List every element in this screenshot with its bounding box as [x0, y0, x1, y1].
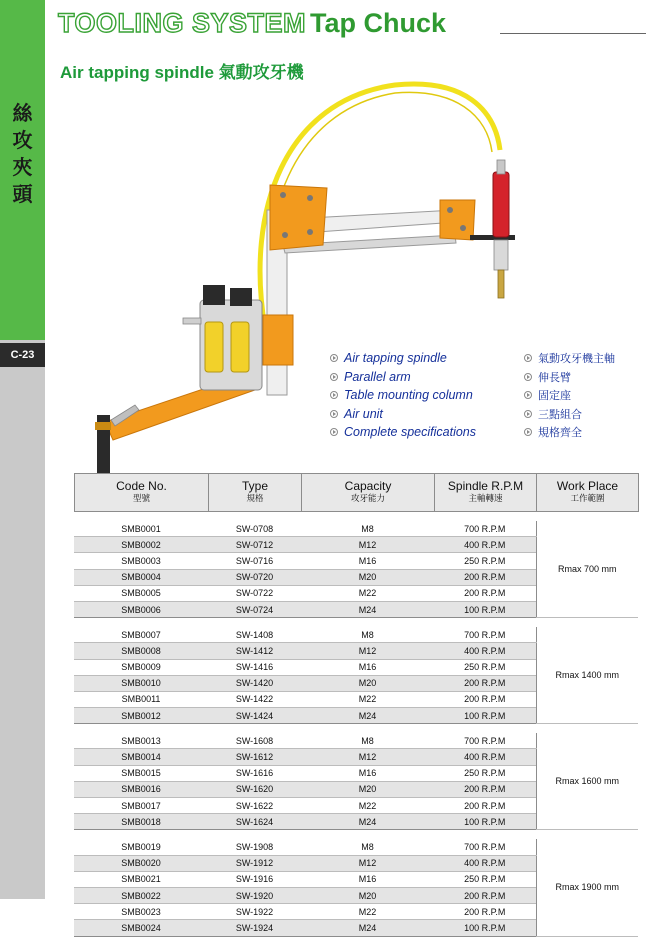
header-solid-title: Tap Chuck: [310, 8, 447, 38]
bullet-icon: [330, 428, 338, 436]
header-label-zh: 主軸轉速: [468, 493, 503, 504]
side-title: 絲攻夾頭: [12, 101, 33, 206]
page-code: C-23: [0, 343, 45, 367]
cell-rpm: 250 R.P.M: [434, 765, 536, 781]
bullet-icon: [524, 391, 532, 399]
cell-capacity: M22: [301, 904, 434, 920]
bullet-icon: [330, 373, 338, 381]
cell-code: SMB0001: [74, 521, 208, 537]
cell-code: SMB0014: [74, 749, 208, 765]
cell-code: SMB0017: [74, 798, 208, 814]
cell-capacity: M20: [301, 781, 434, 797]
feature-label: 固定座: [538, 389, 571, 403]
cell-rpm: 100 R.P.M: [434, 601, 536, 617]
header-label: Work Place: [556, 478, 619, 493]
feature-item: [524, 423, 615, 442]
cell-rpm: 400 R.P.M: [434, 537, 536, 553]
tapping-spindle: [493, 172, 509, 237]
cell-type: SW-1624: [208, 814, 301, 830]
header-work-place: [537, 474, 639, 512]
cell-code: SMB0023: [74, 904, 208, 920]
cell-type: SW-1422: [208, 691, 301, 707]
header-label-zh: 規格: [246, 493, 264, 504]
feature-item: [524, 368, 615, 387]
cell-capacity: M12: [301, 749, 434, 765]
feature-list-en: [330, 349, 476, 442]
cell-code: SMB0007: [74, 627, 208, 643]
cell-type: SW-1608: [208, 733, 301, 749]
cell-capacity: M8: [301, 733, 434, 749]
cell-rpm: 700 R.P.M: [434, 733, 536, 749]
cell-code: SMB0019: [74, 839, 208, 855]
feature-item: [524, 349, 615, 368]
feature-label: Air tapping spindle: [344, 351, 447, 366]
cell-code: SMB0002: [74, 537, 208, 553]
cell-code: SMB0021: [74, 871, 208, 887]
cell-rpm: 100 R.P.M: [434, 814, 536, 830]
cell-code: SMB0011: [74, 691, 208, 707]
cell-rpm: 200 R.P.M: [434, 798, 536, 814]
feature-label: 伸長臂: [538, 370, 571, 384]
page-header: [58, 8, 446, 39]
header-type: [209, 474, 302, 512]
header-label-zh: 型號: [132, 493, 150, 504]
cell-type: SW-0708: [208, 521, 301, 537]
cell-type: SW-0712: [208, 537, 301, 553]
table-row: [74, 521, 638, 537]
bullet-icon: [330, 354, 338, 362]
header-label-zh: 攻牙能力: [350, 493, 385, 504]
cell-capacity: M20: [301, 569, 434, 585]
bullet-icon: [524, 354, 532, 362]
cell-capacity: M16: [301, 553, 434, 569]
cell-rpm: 100 R.P.M: [434, 920, 536, 936]
cell-capacity: M22: [301, 798, 434, 814]
cell-code: SMB0004: [74, 569, 208, 585]
header-rpm: [435, 474, 537, 512]
cell-code: SMB0005: [74, 585, 208, 601]
cell-code: SMB0024: [74, 920, 208, 936]
cell-type: SW-1620: [208, 781, 301, 797]
cell-type: SW-1622: [208, 798, 301, 814]
feature-item: [524, 386, 615, 405]
cell-type: SW-1908: [208, 839, 301, 855]
cell-work-place: Rmax 1600 mm: [536, 733, 638, 830]
cell-code: SMB0009: [74, 659, 208, 675]
cell-rpm: 400 R.P.M: [434, 749, 536, 765]
feature-item: [330, 349, 476, 368]
cell-code: SMB0016: [74, 781, 208, 797]
cell-type: SW-1922: [208, 904, 301, 920]
cell-work-place: Rmax 1900 mm: [536, 839, 638, 936]
cell-type: SW-1912: [208, 855, 301, 871]
spec-group: [74, 627, 638, 724]
cell-rpm: 700 R.P.M: [434, 839, 536, 855]
feature-item: [330, 368, 476, 387]
base-block: [263, 315, 293, 365]
cell-type: SW-1420: [208, 675, 301, 691]
cell-type: SW-0722: [208, 585, 301, 601]
feature-label: 三點組合: [538, 407, 582, 421]
cell-rpm: 200 R.P.M: [434, 675, 536, 691]
joint-block-left: [270, 185, 327, 250]
bullet-icon: [330, 391, 338, 399]
cell-capacity: M16: [301, 765, 434, 781]
page-subtitle: Air tapping spindle 氣動攻牙機: [60, 63, 304, 82]
spec-group: [74, 733, 638, 830]
cell-type: SW-0716: [208, 553, 301, 569]
cell-capacity: M20: [301, 675, 434, 691]
header-label-zh: 工作範圍: [570, 493, 605, 504]
cell-code: SMB0022: [74, 887, 208, 903]
cell-rpm: 200 R.P.M: [434, 887, 536, 903]
spec-table: [74, 473, 638, 937]
header-capacity: [302, 474, 435, 512]
table-row: [74, 839, 638, 855]
feature-list-zh: [524, 349, 615, 442]
cell-rpm: 250 R.P.M: [434, 659, 536, 675]
cell-capacity: M8: [301, 521, 434, 537]
spec-group: [74, 839, 638, 936]
header-label: Code No.: [116, 478, 167, 493]
feature-label: Air unit: [344, 406, 383, 421]
cell-rpm: 200 R.P.M: [434, 904, 536, 920]
header-rule: [500, 33, 646, 34]
cell-capacity: M24: [301, 814, 434, 830]
cell-capacity: M24: [301, 708, 434, 724]
feature-item: [524, 405, 615, 424]
cell-rpm: 200 R.P.M: [434, 781, 536, 797]
cell-capacity: M16: [301, 871, 434, 887]
cell-type: SW-1424: [208, 708, 301, 724]
header-outline-title: TOOLING SYSTEM: [58, 8, 307, 38]
feature-item: [330, 405, 476, 424]
spec-table-groups: [74, 521, 638, 937]
cell-type: SW-1916: [208, 871, 301, 887]
cell-work-place: Rmax 1400 mm: [536, 627, 638, 724]
header-code: [75, 474, 209, 512]
feature-item: [330, 386, 476, 405]
cell-rpm: 250 R.P.M: [434, 871, 536, 887]
cell-code: SMB0006: [74, 601, 208, 617]
cell-capacity: M20: [301, 887, 434, 903]
bullet-icon: [524, 410, 532, 418]
table-row: [74, 627, 638, 643]
cell-type: SW-1412: [208, 643, 301, 659]
bullet-icon: [524, 373, 532, 381]
cell-type: SW-1408: [208, 627, 301, 643]
spec-group: [74, 521, 638, 618]
header-label: Spindle R.P.M: [447, 478, 524, 493]
cell-rpm: 250 R.P.M: [434, 553, 536, 569]
cell-code: SMB0015: [74, 765, 208, 781]
cell-type: SW-0724: [208, 601, 301, 617]
feature-label: Table mounting column: [344, 388, 473, 403]
bullet-icon: [524, 428, 532, 436]
cell-type: SW-1924: [208, 920, 301, 936]
cell-capacity: M24: [301, 920, 434, 936]
cell-code: SMB0020: [74, 855, 208, 871]
cell-code: SMB0012: [74, 708, 208, 724]
cell-capacity: M12: [301, 643, 434, 659]
joint-block-right: [440, 200, 475, 240]
feature-label: 氣動攻牙機主軸: [538, 352, 615, 366]
cell-capacity: M16: [301, 659, 434, 675]
feature-item: [330, 423, 476, 442]
cell-rpm: 100 R.P.M: [434, 708, 536, 724]
cell-rpm: 200 R.P.M: [434, 691, 536, 707]
cell-type: SW-0720: [208, 569, 301, 585]
feature-label: Parallel arm: [344, 369, 411, 384]
header-row: [75, 474, 639, 512]
table-row: [74, 733, 638, 749]
spec-table-header: [74, 473, 639, 512]
cell-capacity: M22: [301, 691, 434, 707]
header-label: Type: [241, 478, 268, 493]
cell-rpm: 700 R.P.M: [434, 521, 536, 537]
cell-type: SW-1612: [208, 749, 301, 765]
cell-capacity: M8: [301, 839, 434, 855]
cell-type: SW-1616: [208, 765, 301, 781]
cell-type: SW-1920: [208, 887, 301, 903]
cell-code: SMB0013: [74, 733, 208, 749]
side-tab-grey: [0, 340, 45, 899]
bullet-icon: [330, 410, 338, 418]
cell-work-place: Rmax 700 mm: [536, 521, 638, 618]
feature-label: 規格齊全: [538, 426, 582, 440]
cell-rpm: 700 R.P.M: [434, 627, 536, 643]
cell-code: SMB0010: [74, 675, 208, 691]
header-label: Capacity: [344, 478, 392, 493]
cell-rpm: 200 R.P.M: [434, 569, 536, 585]
cell-capacity: M8: [301, 627, 434, 643]
cell-code: SMB0008: [74, 643, 208, 659]
cell-type: SW-1416: [208, 659, 301, 675]
cell-rpm: 400 R.P.M: [434, 855, 536, 871]
cell-capacity: M24: [301, 601, 434, 617]
cell-capacity: M12: [301, 855, 434, 871]
feature-label: Complete specifications: [344, 425, 477, 440]
cell-rpm: 200 R.P.M: [434, 585, 536, 601]
cell-code: SMB0018: [74, 814, 208, 830]
cell-capacity: M22: [301, 585, 434, 601]
cell-capacity: M12: [301, 537, 434, 553]
cell-rpm: 400 R.P.M: [434, 643, 536, 659]
cell-code: SMB0003: [74, 553, 208, 569]
